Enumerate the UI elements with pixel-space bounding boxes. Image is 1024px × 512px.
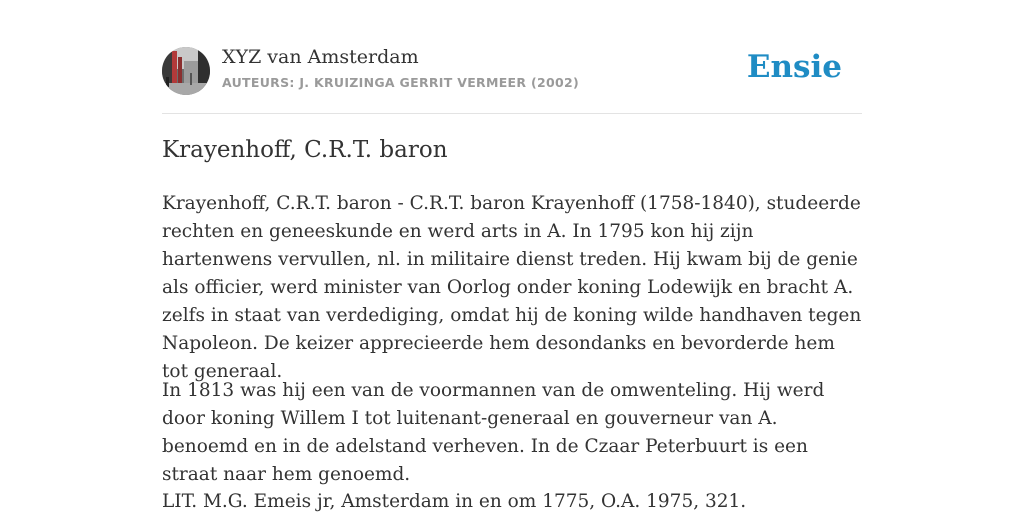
book-title[interactable]: XYZ van Amsterdam <box>222 46 419 68</box>
article-paragraph: In 1813 was hij een van de voormannen van de omwenteling. Hij werd door koning Willem I tot luitenant-generaal en gouverneur van A. benoemd en in de adelstand verheven. In de Czaar Peterbuurt is een straat naar hem genoemd. <box>162 380 825 485</box>
book-cover-avatar[interactable] <box>162 47 210 95</box>
street-photo-image <box>162 47 210 95</box>
article-title: Krayenhoff, C.R.T. baron <box>162 137 448 163</box>
book-header <box>162 46 862 96</box>
literature-reference: LIT. M.G. Emeis jr, Amsterdam in en om 1775, O.A. 1975, 321. <box>162 491 747 512</box>
ensie-logo[interactable]: Ensie <box>746 49 842 85</box>
article-paragraph: Krayenhoff, C.R.T. baron - C.R.T. baron Krayenhoff (1758-1840), studeerde rechten en geneeskunde en werd arts in A. In 1795 kon hij zijn hartenwens vervullen, nl. in militaire dienst treden. Hij kwam bij de genie als officier, werd minister van Oorlog onder koning Lodewijk en bracht A. zelfs in staat van verdediging, omdat hij de koning wilde handhaven tegen Napoleon. De keizer apprecieerde hem desondanks en bevorderde hem tot generaal. <box>162 193 862 382</box>
header-divider <box>162 113 862 114</box>
authors-line: AUTEURS: J. KRUIZINGA GERRIT VERMEER (2002) <box>222 75 579 90</box>
